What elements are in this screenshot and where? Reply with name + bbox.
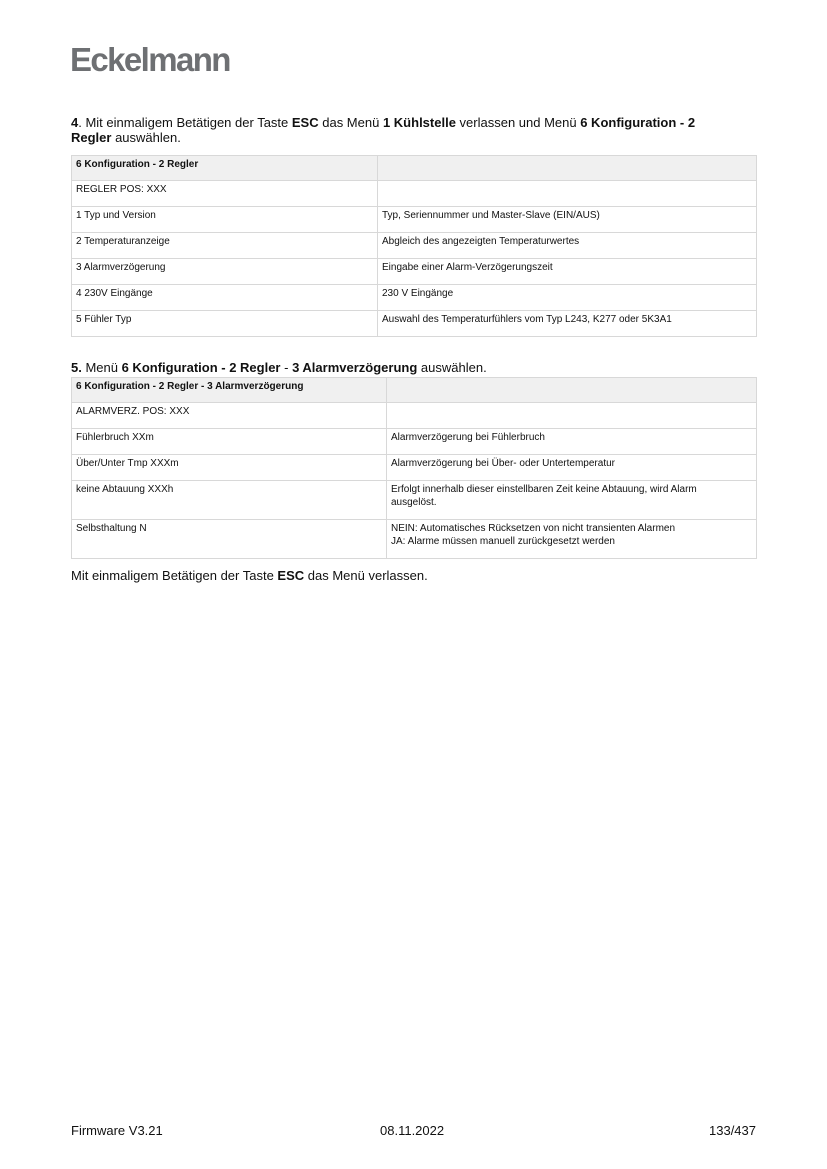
menu-item-description: 230 V Eingänge (378, 285, 757, 311)
menu-item-description: Auswahl des Temperaturfühlers vom Typ L243, K277 oder 5K3A1 (378, 311, 757, 337)
table-row (72, 259, 757, 285)
table-header-row (72, 378, 757, 403)
menu-name: 3 Alarmverzögerung (292, 360, 418, 375)
menu-name: Regler (71, 130, 112, 145)
table-header-cell: 6 Konfiguration - 2 Regler (72, 156, 378, 181)
table-header-cell: 6 Konfiguration - 2 Regler - 3 Alarmverzögerung (72, 378, 387, 403)
menu-name: 1 Kühlstelle (382, 115, 456, 130)
menu-item-label: Fühlerbruch XXm (72, 429, 387, 455)
table-row (72, 429, 757, 455)
key-esc: ESC (291, 115, 319, 130)
menu-item-description: Alarmverzögerung bei Über- oder Untertemperatur (387, 455, 757, 481)
step-5-instruction: 5. Menü 6 Konfiguration - 2 Regler - 3 Alarmverzögerung auswählen. (71, 360, 487, 375)
menu-item-label: keine Abtauung XXXh (72, 481, 387, 520)
menu-item-label: 5 Fühler Typ (72, 311, 378, 337)
table-row (72, 285, 757, 311)
table-header-row (72, 156, 757, 181)
footer-firmware: Firmware V3.21 (71, 1123, 163, 1138)
footer-date: 08.11.2022 (380, 1123, 445, 1138)
table-row (72, 455, 757, 481)
menu-item-description: Typ, Seriennummer und Master-Slave (EIN/AUS) (378, 207, 757, 233)
step-number: 5. (71, 360, 82, 375)
menu-item-description: Erfolgt innerhalb dieser einstellbaren Zeit keine Abtauung, wird Alarm ausgelöst. (387, 481, 757, 520)
step-number: 4 (71, 115, 79, 130)
menu-item-description (387, 403, 757, 429)
table-row (72, 181, 757, 207)
menu-item-label: 3 Alarmverzögerung (72, 259, 378, 285)
closing-instruction: Mit einmaligem Betätigen der Taste ESC das Menü verlassen. (71, 568, 428, 583)
menu-item-description (378, 181, 757, 207)
menu-table-alarmverzoegerung (71, 377, 757, 559)
table-header-cell (378, 156, 757, 181)
menu-item-label: 2 Temperaturanzeige (72, 233, 378, 259)
company-logo: Eckelmann (70, 41, 230, 78)
table-row (72, 520, 757, 559)
menu-item-description: Alarmverzögerung bei Fühlerbruch (387, 429, 757, 455)
menu-item-label: REGLER POS: XXX (72, 181, 378, 207)
menu-name: 6 Konfiguration - 2 Regler (121, 360, 281, 375)
key-esc: ESC (277, 568, 305, 583)
step-4-instruction: 4. Mit einmaligem Betätigen der Taste ESC das Menü 1 Kühlstelle verlassen und Menü 6 Konfiguration - 2 Regler auswählen. (71, 115, 696, 145)
menu-item-description: NEIN: Automatisches Rücksetzen von nicht transienten Alarmen JA: Alarme müssen manuell zurückgesetzt werden (387, 520, 757, 559)
table-row (72, 403, 757, 429)
menu-item-label: ALARMVERZ. POS: XXX (72, 403, 387, 429)
menu-item-label: 4 230V Eingänge (72, 285, 378, 311)
menu-item-description: Abgleich des angezeigten Temperaturwertes (378, 233, 757, 259)
table-row (72, 311, 757, 337)
footer-page-number: 133/437 (709, 1123, 756, 1138)
table-header-cell (387, 378, 757, 403)
menu-item-label: Über/Unter Tmp XXXm (72, 455, 387, 481)
menu-table-regler (71, 155, 757, 337)
menu-item-label: 1 Typ und Version (72, 207, 378, 233)
menu-name: 6 Konfiguration - 2 (580, 115, 696, 130)
table-row (72, 481, 757, 520)
menu-item-description: Eingabe einer Alarm-Verzögerungszeit (378, 259, 757, 285)
table-row (72, 233, 757, 259)
table-row (72, 207, 757, 233)
menu-item-label: Selbsthaltung N (72, 520, 387, 559)
